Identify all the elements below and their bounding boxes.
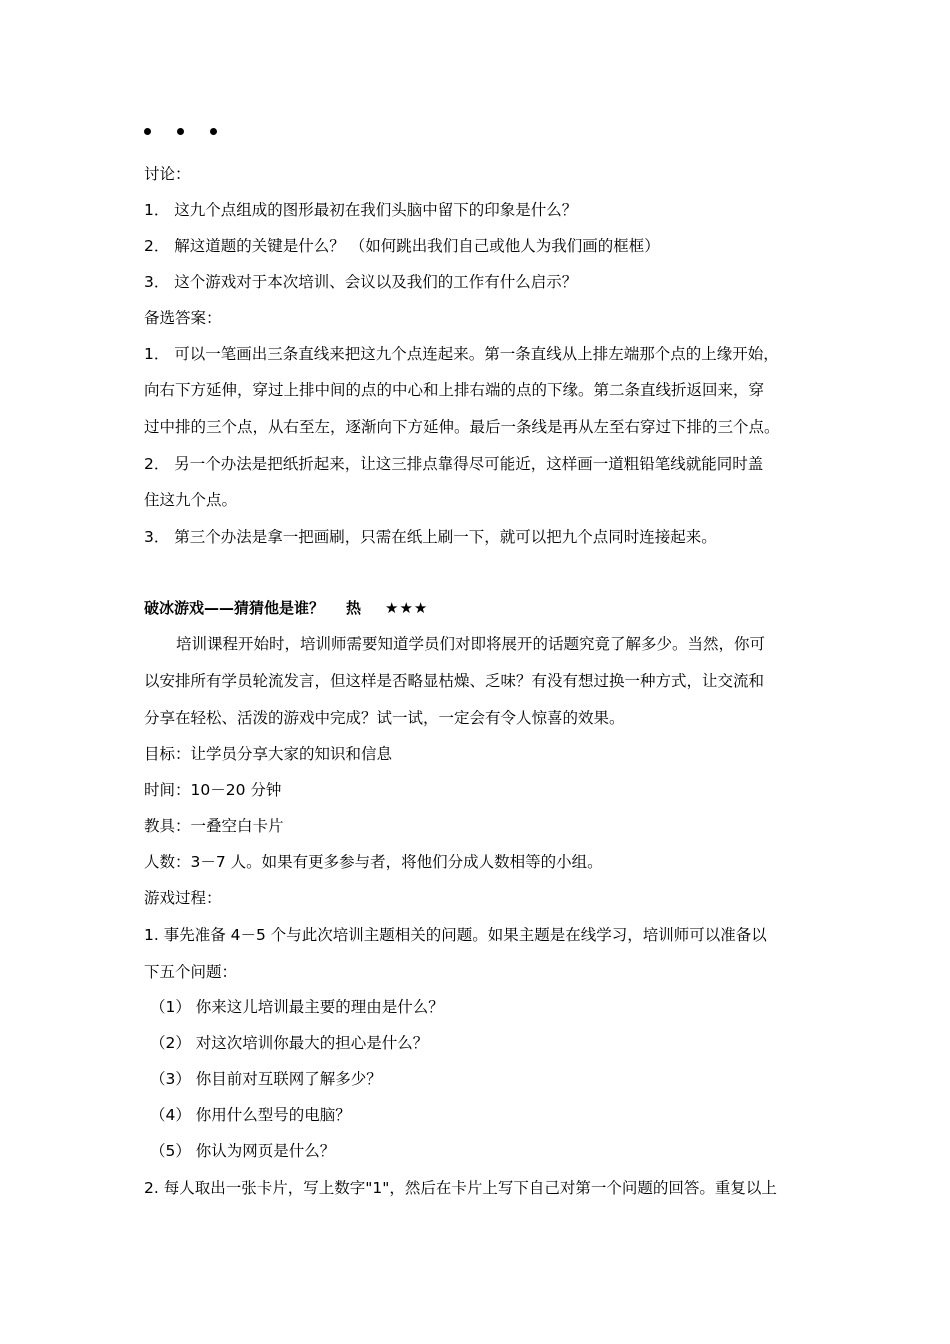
sub-question: （3） 你目前对互联网了解多少？ [150,1070,382,1088]
people-line: 人数：3－7 人。如果有更多参与者，将他们分成人数相等的小组。 [144,853,603,871]
answer-line: 过中排的三个点，从右至左，逐渐向下方延伸。最后一条线是再从左至右穿过下排的三个点。 [144,418,780,436]
section-title [144,598,428,618]
answer-line: 2． 另一个办法是把纸折起来，让这三排点靠得尽可能近，这样画一道粗铅笔线就能同时盖 [144,455,764,473]
step-line: 2. 每人取出一张卡片，写上数字"1"，然后在卡片上写下自己对第一个问题的回答。重复以上 [144,1179,777,1197]
dot-icon [210,128,217,135]
answers-heading: 备选答案： [144,309,222,327]
intro-line: 培训课程开始时，培训师需要知道学员们对即将展开的话题究竟了解多少。当然，你可 [176,635,766,653]
answer-line: 3． 第三个办法是拿一把画刷，只需在纸上刷一下，就可以把九个点同时连接起来。 [144,528,717,546]
three-dots [144,128,217,135]
dot-icon [177,128,184,135]
discussion-question: 1． 这九个点组成的图形最初在我们头脑中留下的印象是什么？ [144,201,578,219]
game-title: 破冰游戏——猜猜他是谁？ [144,599,325,617]
discussion-question: 2． 解这道题的关键是什么？ （如何跳出我们自己或他人为我们画的框框） [144,237,660,255]
intro-line: 以安排所有学员轮流发言，但这样是否略显枯燥、乏味？有没有想过换一种方式，让交流和 [144,672,765,690]
step-line: 下五个问题： [144,963,238,981]
sub-question: （2） 对这次培训你最大的担心是什么？ [150,1034,429,1052]
intro-line: 分享在轻松、活泼的游戏中完成？试一试，一定会有令人惊喜的效果。 [144,709,625,727]
answer-line: 住这九个点。 [144,491,238,509]
heat-tag: 热 [346,599,362,617]
answer-line: 向右下方延伸，穿过上排中间的点的中心和上排右端的点的下缘。第二条直线折返回来，穿 [144,381,765,399]
process-heading: 游戏过程： [144,889,222,907]
goal-line: 目标：让学员分享大家的知识和信息 [144,745,393,763]
time-line: 时间：10－20 分钟 [144,781,282,799]
star-rating: ★★★ [385,599,429,617]
answer-line: 1． 可以一笔画出三条直线来把这九个点连起来。第一条直线从上排左端那个点的上缘开始， [144,345,779,363]
sub-question: （1） 你来这儿培训最主要的理由是什么？ [150,998,444,1016]
discussion-question: 3． 这个游戏对于本次培训、会议以及我们的工作有什么启示？ [144,273,578,291]
sub-question: （4） 你用什么型号的电脑？ [150,1106,351,1124]
tools-line: 教具：一叠空白卡片 [144,817,284,835]
discussion-heading: 讨论： [144,165,191,183]
sub-question: （5） 你认为网页是什么？ [150,1142,336,1160]
step-line: 1. 事先准备 4－5 个与此次培训主题相关的问题。如果主题是在线学习，培训师可以准备以 [144,926,767,944]
dot-icon [144,128,151,135]
